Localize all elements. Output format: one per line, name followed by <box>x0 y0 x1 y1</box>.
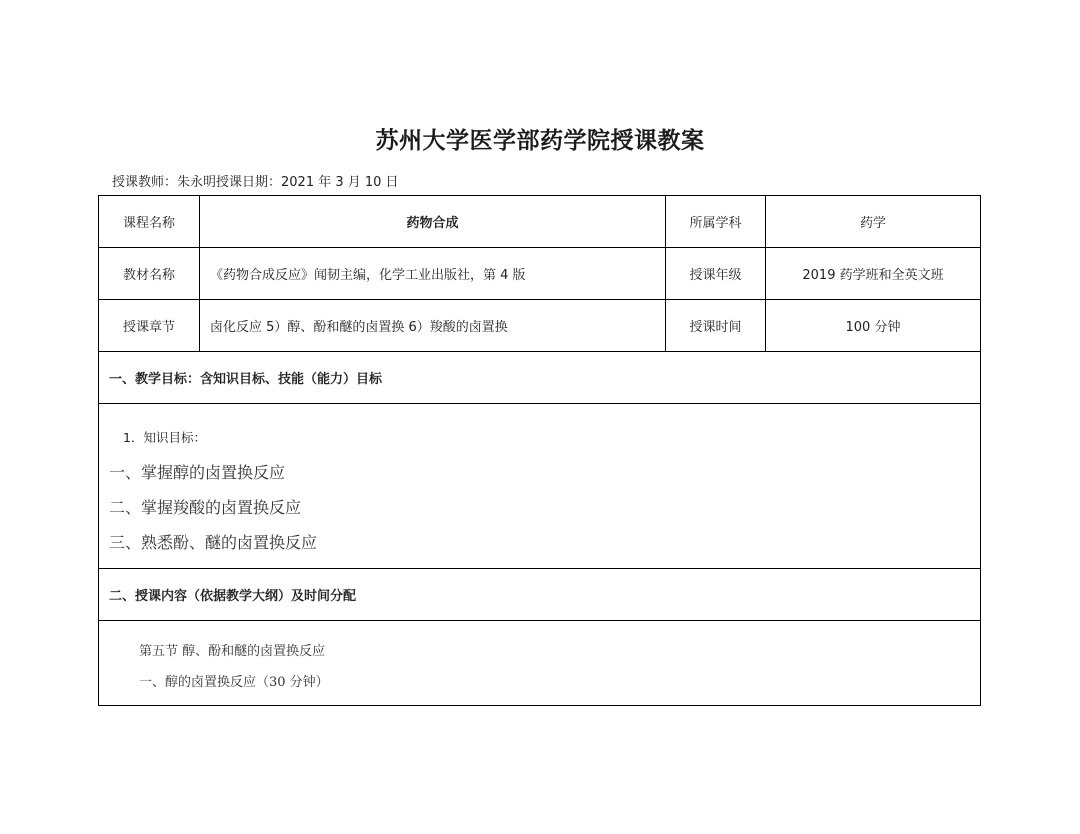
teaching-goals-content <box>99 404 981 569</box>
chapter-value: 卤化反应 5）醇、酚和醚的卤置换 6）羧酸的卤置换 <box>200 300 666 352</box>
grade-value: 2019 药学班和全英文班 <box>766 248 981 300</box>
content-line: 一、醇的卤置换反应（30 分钟） <box>139 675 329 690</box>
table-row <box>99 300 981 352</box>
course-name-label: 课程名称 <box>99 196 200 248</box>
course-name-value: 药物合成 <box>200 196 666 248</box>
subject-label: 所属学科 <box>666 196 766 248</box>
textbook-value: 《药物合成反应》闻韧主编，化学工业出版社，第 4 版 <box>200 248 666 300</box>
table-row <box>99 352 981 404</box>
table-row <box>99 569 981 621</box>
document-title: 苏州大学医学部药学院授课教案 <box>375 127 705 154</box>
teacher-date-line: 授课教师：朱永明授课日期：2021 年 3 月 10 日 <box>112 175 399 190</box>
list-item: 二、掌握羧酸的卤置换反应 <box>109 498 302 517</box>
list-item: 三、熟悉酚、醚的卤置换反应 <box>109 533 318 552</box>
lesson-content-heading: 二、授课内容（依据教学大纲）及时间分配 <box>99 569 981 621</box>
lesson-plan-table <box>98 195 981 706</box>
content-line: 第五节 醇、酚和醚的卤置换反应 <box>139 644 326 659</box>
subject-value: 药学 <box>766 196 981 248</box>
textbook-label: 教材名称 <box>99 248 200 300</box>
table-row <box>99 196 981 248</box>
time-value: 100 分钟 <box>766 300 981 352</box>
chapter-label: 授课章节 <box>99 300 200 352</box>
grade-label: 授课年级 <box>666 248 766 300</box>
teaching-goals-heading: 一、教学目标：含知识目标、技能（能力）目标 <box>99 352 981 404</box>
table-row <box>99 404 981 569</box>
table-row <box>99 621 981 706</box>
list-item: 一、掌握醇的卤置换反应 <box>109 463 286 482</box>
time-label: 授课时间 <box>666 300 766 352</box>
lesson-content-body <box>99 621 981 706</box>
knowledge-goals-subheading: 1．知识目标： <box>123 430 206 445</box>
table-row <box>99 248 981 300</box>
